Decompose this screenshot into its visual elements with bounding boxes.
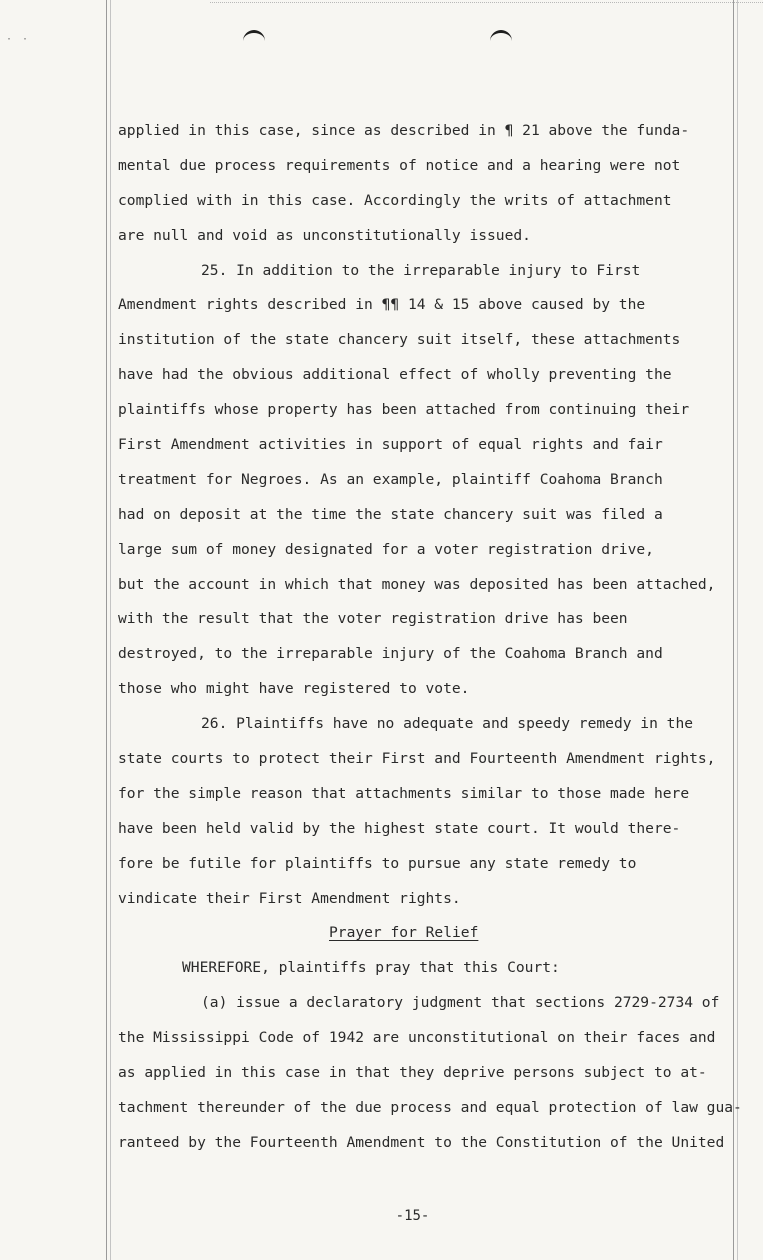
- text-line: ranteed by the Fourteenth Amendment to the Constitution of the United: [118, 1133, 725, 1151]
- text-line: treatment for Negroes. As an example, plaintiff Coahoma Branch: [118, 470, 663, 488]
- right-binding-mark: [490, 30, 512, 47]
- scan-specks: · ·: [6, 34, 31, 45]
- text-line: First Amendment activities in support of equal rights and fair: [118, 436, 663, 454]
- text-line: had on deposit at the time the state chancery suit was filed a: [118, 505, 663, 523]
- page-number-text: -15-: [395, 1208, 430, 1224]
- prayer-for-relief-heading: Prayer for Relief: [329, 924, 479, 942]
- text-line: destroyed, to the irreparable injury of the Coahoma Branch and: [118, 645, 663, 663]
- text-line: tachment thereunder of the due process and equal protection of law gua-: [118, 1098, 742, 1116]
- body-text: [118, 114, 742, 1161]
- left-margin-rule: [106, 0, 107, 1260]
- paragraph-26-start: 26. Plaintiffs have no adequate and speedy remedy in the: [201, 715, 694, 733]
- text-line: fore be futile for plaintiffs to pursue any state remedy to: [118, 854, 637, 872]
- left-binding-mark: [243, 30, 265, 47]
- text-line: for the simple reason that attachments similar to those made here: [118, 784, 690, 802]
- left-margin-rule-inner: [110, 0, 111, 1260]
- top-dotted-edge: [210, 2, 763, 3]
- text-line: Amendment rights described in ¶¶ 14 & 15 above caused by the: [118, 296, 646, 314]
- text-line: but the account in which that money was deposited has been attached,: [118, 575, 716, 593]
- text-line: large sum of money designated for a voter registration drive,: [118, 540, 654, 558]
- section-heading-line: [118, 916, 730, 951]
- text-line: have been held valid by the highest state court. It would there-: [118, 819, 681, 837]
- paragraph-25-start: 25. In addition to the irreparable injury to First: [201, 261, 641, 279]
- text-line: vindicate their First Amendment rights.: [118, 889, 461, 907]
- text-line: those who might have registered to vote.: [118, 680, 470, 698]
- text-line: institution of the state chancery suit itself, these attachments: [118, 331, 681, 349]
- page-number: [0, 1208, 763, 1224]
- text-line: are null and void as unconstitutionally issued.: [118, 226, 531, 244]
- text-line: with the result that the voter registration drive has been: [118, 610, 628, 628]
- text-line: applied in this case, since as described in ¶ 21 above the funda-: [118, 122, 690, 139]
- text-line: the Mississippi Code of 1942 are unconstitutional on their faces and: [118, 1029, 716, 1047]
- right-margin-rule-outer: [737, 0, 738, 1260]
- text-line: mental due process requirements of notice and a hearing were not: [118, 156, 681, 174]
- text-line: complied with in this case. Accordingly the writs of attachment: [118, 191, 672, 209]
- text-line: as applied in this case in that they deprive persons subject to at-: [118, 1064, 707, 1082]
- text-line: state courts to protect their First and Fourteenth Amendment rights,: [118, 750, 716, 768]
- right-margin-rule: [733, 0, 734, 1260]
- prayer-item-a-start: (a) issue a declaratory judgment that sections 2729-2734 of: [201, 994, 720, 1012]
- text-line: have had the obvious additional effect of wholly preventing the: [118, 366, 672, 384]
- wherefore-line: WHEREFORE, plaintiffs pray that this Court:: [182, 959, 560, 977]
- text-line: plaintiffs whose property has been attached from continuing their: [118, 401, 690, 419]
